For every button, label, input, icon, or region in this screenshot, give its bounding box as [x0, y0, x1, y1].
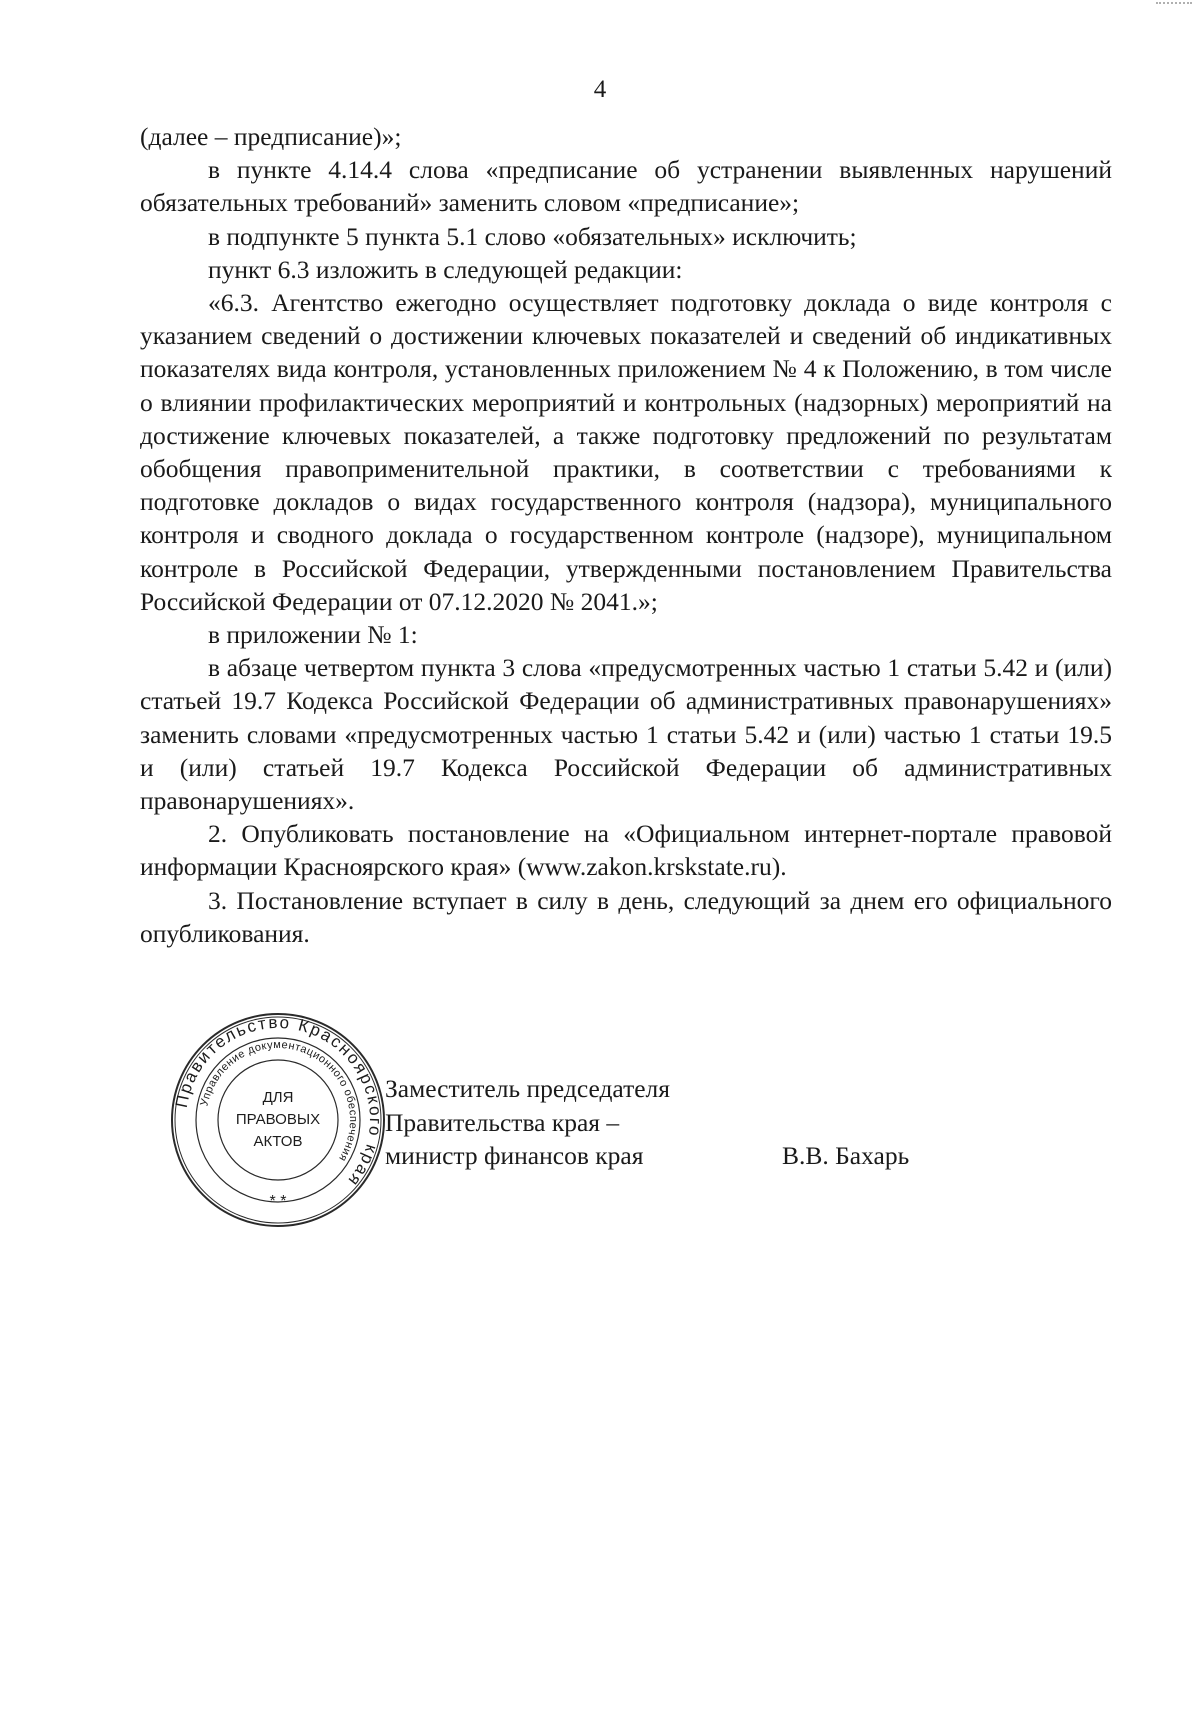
- paragraph: 2. Опубликовать постановление на «Официальном интернет-портале правовой информации Красноярского края» (www.zakon.krskstate.ru).: [140, 819, 1112, 882]
- page-number: 4: [593, 76, 607, 103]
- seal-center-line: АКТОВ: [253, 1133, 303, 1150]
- signer-name: В.В. Бахарь: [782, 1141, 910, 1170]
- seal-center-line: ПРАВОВЫХ: [235, 1111, 321, 1128]
- paragraph: в абзаце четвертом пункта 3 слова «предусмотренных частью 1 статьи 5.42 и (или) статьей 19.7 Кодекса Российской Федерации об административных правонарушениях» заменить словами «предусмотренных частью 1 статьи 5.42 и (или) частью 1 статьи 19.5 и (или) статьей 19.7 Кодекса Российской Федерации об административных правонарушениях».: [140, 653, 1112, 816]
- signature-position-line: Правительства края –: [385, 1107, 620, 1137]
- paragraph: пункт 6.3 изложить в следующей редакции:: [208, 254, 683, 284]
- official-seal-stamp: [168, 1010, 388, 1230]
- signature-position-line: Заместитель председателя: [385, 1074, 670, 1103]
- paragraph: 3. Постановление вступает в силу в день, следующий за днем его официального опубликования.: [140, 885, 1112, 948]
- paragraph: «6.3. Агентство ежегодно осуществляет подготовку доклада о виде контроля с указанием сведений о достижении ключевых показателей и сведений об индикативных показателях вида контроля, установленных приложением № 4 к Положению, в том числе о влиянии профилактических мероприятий и контрольных (надзорных) мероприятий на достижение ключевых показателей, а также подготовку предложений по результатам обобщения правоприменительной практики, в соответствии с требованиями к подготовке докладов о видах государственного контроля (надзора), муниципального контроля и сводного доклада о государственном контроле (надзоре), муниципальном контроле в Российской Федерации, утвержденными постановлением Правительства Российской Федерации от 07.12.2020 № 2041.»;: [140, 288, 1112, 616]
- paragraph: в приложении № 1:: [208, 620, 418, 650]
- seal-graphic: [168, 1010, 388, 1230]
- paragraph: (далее – предписание)»;: [140, 122, 402, 151]
- seal-center-line: ДЛЯ: [262, 1089, 294, 1106]
- scan-corner-mark: [1156, 2, 1192, 7]
- document-body: [140, 120, 1112, 950]
- signature-position-line: министр финансов края: [385, 1141, 644, 1170]
- signature-position: [385, 1072, 670, 1173]
- seal-outer-text: Правительство Красноярского края: [171, 1012, 386, 1192]
- seal-stars: * *: [269, 1193, 287, 1210]
- paragraph: в подпункте 5 пункта 5.1 слово «обязательных» исключить;: [208, 221, 857, 251]
- paragraph: в пункте 4.14.4 слова «предписание об устранении выявленных нарушений обязательных требований» заменить словом «предписание»;: [140, 155, 1112, 218]
- seal-inner-text: Управление документационного обеспечения: [198, 1038, 360, 1164]
